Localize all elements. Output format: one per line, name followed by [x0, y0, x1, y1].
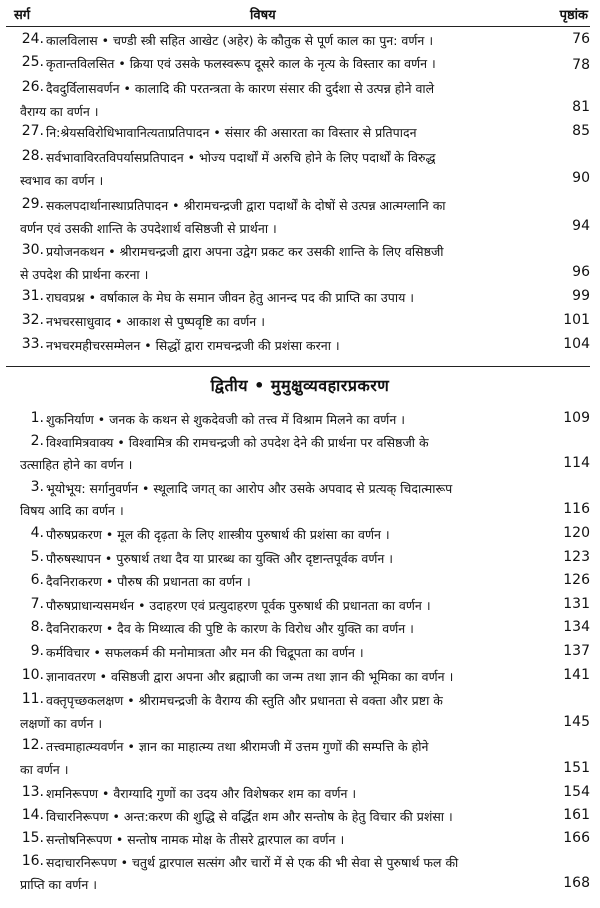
entry-text: तत्त्वमाहात्म्यवर्णन • ज्ञान का माहात्म्य तथा श्रीरामजी में उत्तम गुणों की सम्पत्ति के होने: [46, 739, 429, 754]
entry-text: शमनिरूपण • वैराग्यादि गुणों का उदय और विशेषकर शम का वर्णन ।: [46, 786, 357, 801]
entry-page: 161: [563, 807, 590, 823]
entry-page: 123: [563, 549, 590, 565]
entry-page: 85: [572, 123, 590, 139]
entry-number: 5.: [30, 549, 44, 565]
entry-text: पौरुषस्थापन • पुरुषार्थ तथा दैव या प्रारब्ध का युक्ति और दृष्टान्तपूर्वक वर्णन ।: [46, 551, 394, 566]
entry-page: 120: [563, 525, 590, 541]
entry-page: 99: [572, 288, 590, 304]
column-header-page: पृष्ठांक: [559, 8, 588, 23]
entry-page: 96: [572, 264, 590, 280]
entry-text: शुकनिर्याण • जनक के कथन से शुकदेवजी को तत्त्व में विश्राम मिलने का वर्णन ।: [46, 412, 405, 427]
header-divider: [6, 26, 590, 27]
entry-page: 76: [572, 31, 590, 47]
entry-text: विश्वामित्रवाक्य • विश्वामित्र की रामचन्द्रजी को उपदेश देने की प्रार्थना पर वसिष्ठजी के: [46, 435, 429, 450]
section-divider: [6, 366, 590, 367]
entry-page: 151: [563, 760, 590, 776]
entry-page: 114: [563, 455, 590, 471]
entry-number: 15.: [21, 830, 44, 846]
entry-number: 29.: [21, 196, 44, 212]
entry-number: 30.: [21, 242, 44, 258]
entry-text: सर्वभावाविरतविपर्यासप्रतिपादन • भोज्य पदार्थों में अरुचि होने के लिए पदार्थों के विरुद्ध: [46, 150, 436, 165]
entry-text: कृतान्तविलसित • क्रिया एवं उसके फलस्वरूप दूसरे काल के नृत्य के विस्तार का वर्णन ।: [46, 56, 436, 71]
entry-text: भूयोभूय: सर्गानुवर्णन • स्थूलादि जगत् का आरोप और उसके अपवाद से प्रत्यक् चिदात्मारूप: [46, 481, 453, 496]
entry-number: 16.: [21, 853, 44, 869]
entry-number: 6.: [30, 572, 44, 588]
entry-text-continued: वर्णन एवं उसकी शान्ति के उपदेशार्थ वसिष्ठजी से प्रार्थना ।: [20, 221, 277, 236]
entry-text: सकलपदार्थानास्थाप्रतिपादन • श्रीरामचन्द्रजी द्वारा पदार्थों के दोषों से उत्पन्न आत्मग्लानि का: [46, 198, 446, 213]
entry-text-continued: स्वभाव का वर्णन ।: [20, 173, 104, 188]
column-header: [0, 0, 600, 24]
entry-text-continued: प्राप्ति का वर्णन ।: [20, 877, 97, 892]
entry-text: दैवदुर्विलासवर्णन • कालादि की परतन्त्रता के कारण संसार की दुर्दशा से उत्पन्न होने वाले: [46, 81, 435, 96]
entry-number: 8.: [30, 619, 44, 635]
entry-number: 14.: [21, 807, 44, 823]
entry-text: सदाचारनिरूपण • चतुर्थ द्वारपाल सत्संग और चारों में से एक की भी सेवा से पुरुषार्थ फल की: [46, 855, 459, 870]
entry-page: 131: [563, 596, 590, 612]
entry-text-continued: से उपदेश की प्रार्थना करना ।: [20, 267, 149, 282]
entry-page: 154: [563, 784, 590, 800]
entry-page: 94: [572, 218, 590, 234]
entry-text: दैवनिराकरण • पौरुष की प्रधानता का वर्णन ।: [46, 574, 251, 589]
entry-text: नि:श्रेयसविरोधिभावानित्यताप्रतिपादन • संसार की असारता का विस्तार से प्रतिपादन: [46, 125, 417, 140]
entry-number: 32.: [21, 312, 44, 328]
entry-page: 116: [563, 501, 590, 517]
entry-number: 33.: [21, 336, 44, 352]
entry-text: राघवप्रश्न • वर्षाकाल के मेघ के समान जीवन हेतु आनन्द पद की प्राप्ति का उपाय ।: [46, 290, 415, 305]
entry-number: 4.: [30, 525, 44, 541]
entry-number: 26.: [21, 79, 44, 95]
entry-text: ज्ञानावतरण • वसिष्ठजी द्वारा अपना और ब्रह्माजी का जन्म तथा ज्ञान की भूमिका का वर्णन ।: [46, 669, 454, 684]
entry-text: कालविलास • चण्डी स्त्री सहित आखेट (अहेर) के कौतुक से पूर्ण काल का पुन: वर्णन ।: [46, 33, 434, 48]
entry-page: 126: [563, 572, 590, 588]
entry-page: 166: [563, 830, 590, 846]
entry-number: 10.: [21, 667, 44, 683]
entry-number: 7.: [30, 596, 44, 612]
entry-number: 13.: [21, 784, 44, 800]
entry-number: 11.: [21, 691, 44, 707]
entry-text: सन्तोषनिरूपण • सन्तोष नामक मोक्ष के तीसरे द्वारपाल का वर्णन ।: [46, 832, 345, 847]
entry-page: 104: [563, 336, 590, 352]
entry-text: नभचरमहीचरसम्मेलन • सिद्धों द्वारा रामचन्द्रजी की प्रशंसा करना ।: [46, 338, 340, 353]
entry-text: दैवनिराकरण • दैव के मिथ्यात्व की पुष्टि के कारण के विरोध और युक्ति का वर्णन ।: [46, 621, 414, 636]
entry-text: विचारनिरूपण • अन्त:करण की शुद्धि से वर्द्धित शम और सन्तोष के हेतु विचार की प्रशंसा ।: [46, 809, 453, 824]
entry-text-continued: का वर्णन ।: [20, 762, 69, 777]
entry-number: 28.: [21, 148, 44, 164]
entry-page: 81: [572, 99, 590, 115]
entry-text-continued: लक्षणों का वर्णन ।: [20, 716, 103, 731]
entry-number: 1.: [30, 410, 44, 426]
entry-page: 141: [563, 667, 590, 683]
entry-page: 109: [563, 410, 590, 426]
entry-text-continued: विषय आदि का वर्णन ।: [20, 503, 124, 518]
entry-text-continued: उत्साहित होने का वर्णन ।: [20, 457, 133, 472]
entry-text: कर्मविचार • सफलकर्म की मनोमात्रता और मन की चिद्रूपता का वर्णन ।: [46, 645, 364, 660]
entry-text: प्रयोजनकथन • श्रीरामचन्द्रजी द्वारा अपना उद्वेग प्रकट कर उसकी शान्ति के लिए वसिष्ठजी: [46, 244, 444, 259]
entry-page: 134: [563, 619, 590, 635]
entry-number: 9.: [30, 643, 44, 659]
section-title: द्वितीय • मुमुक्षुव्यवहारप्रकरण: [210, 376, 390, 395]
entry-number: 25.: [21, 54, 44, 70]
entry-number: 2.: [30, 433, 44, 449]
entry-page: 101: [563, 312, 590, 328]
entry-text-continued: वैराग्य का वर्णन ।: [20, 104, 99, 119]
entry-text: पौरुषप्रकरण • मूल की दृढ़ता के लिए शास्त्रीय पुरुषार्थ की प्रशंसा का वर्णन ।: [46, 527, 390, 542]
entry-number: 12.: [21, 737, 44, 753]
column-header-sarga: सर्ग: [14, 8, 31, 23]
entry-number: 31.: [21, 288, 44, 304]
column-header-vishay: विषय: [250, 8, 276, 23]
entry-page: 145: [563, 714, 590, 730]
entry-number: 24.: [21, 31, 44, 47]
entry-number: 3.: [30, 479, 44, 495]
entry-page: 168: [563, 875, 590, 891]
entry-page: 78: [572, 57, 590, 73]
entry-text: वक्तृपृच्छकलक्षण • श्रीरामचन्द्रजी के वैराग्य की स्तुति और प्रधानता से वक्ता और प्रष्टा के: [46, 693, 443, 708]
entry-page: 90: [572, 170, 590, 186]
entry-number: 27.: [21, 123, 44, 139]
entry-text: नभचरसाधुवाद • आकाश से पुष्पवृष्टि का वर्णन ।: [46, 314, 265, 329]
entry-text: पौरुषप्राधान्यसमर्थन • उदाहरण एवं प्रत्युदाहरण पूर्वक पुरुषार्थ की प्रधानता का वर्णन ।: [46, 598, 431, 613]
entry-page: 137: [563, 643, 590, 659]
